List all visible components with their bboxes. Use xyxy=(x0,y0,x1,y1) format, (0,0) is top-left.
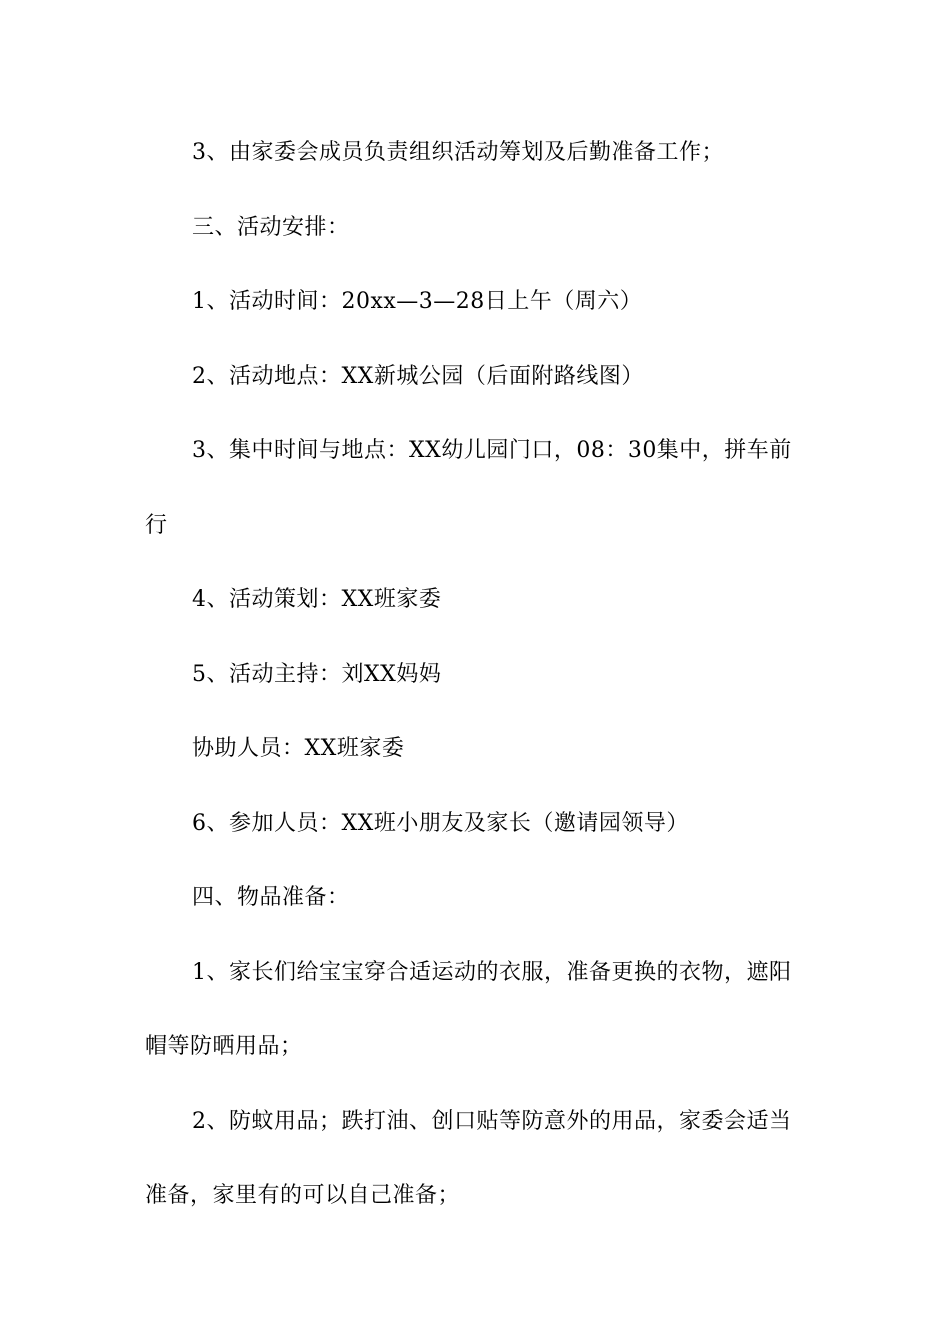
paragraph-participants: 6、参加人员：XX班小朋友及家长（邀请园领导） xyxy=(192,810,689,836)
paragraph-clothing-preparation: 1、家长们给宝宝穿合适运动的衣服，准备更换的衣物，遮阳帽等防晒用品； xyxy=(145,959,792,1059)
paragraph-activity-host: 5、活动主持：刘XX妈妈 xyxy=(192,661,442,687)
paragraph-activity-location: 2、活动地点：XX新城公园（后面附路线图） xyxy=(192,363,644,389)
paragraph-assistants: 协助人员：XX班家委 xyxy=(192,736,405,761)
document-body xyxy=(145,116,807,1234)
paragraph-activity-planner: 4、活动策划：XX班家委 xyxy=(192,587,442,612)
paragraph-activity-time: 1、活动时间：20xx—3—28日上午（周六） xyxy=(192,289,643,314)
paragraph-gathering-time-place: 3、集中时间与地点：XX幼儿园门口，08：30集中，拼车前行 xyxy=(145,438,792,538)
section-heading-item-preparation: 四、物品准备： xyxy=(192,885,350,910)
paragraph-item-3-organizer: 3、由家委会成员负责组织活动筹划及后勤准备工作； xyxy=(192,140,724,165)
section-heading-activity-arrangement: 三、活动安排： xyxy=(192,214,350,240)
paragraph-first-aid-preparation: 2、防蚊用品；跌打油、创口贴等防意外的用品，家委会适当准备，家里有的可以自己准备； xyxy=(145,1108,792,1208)
